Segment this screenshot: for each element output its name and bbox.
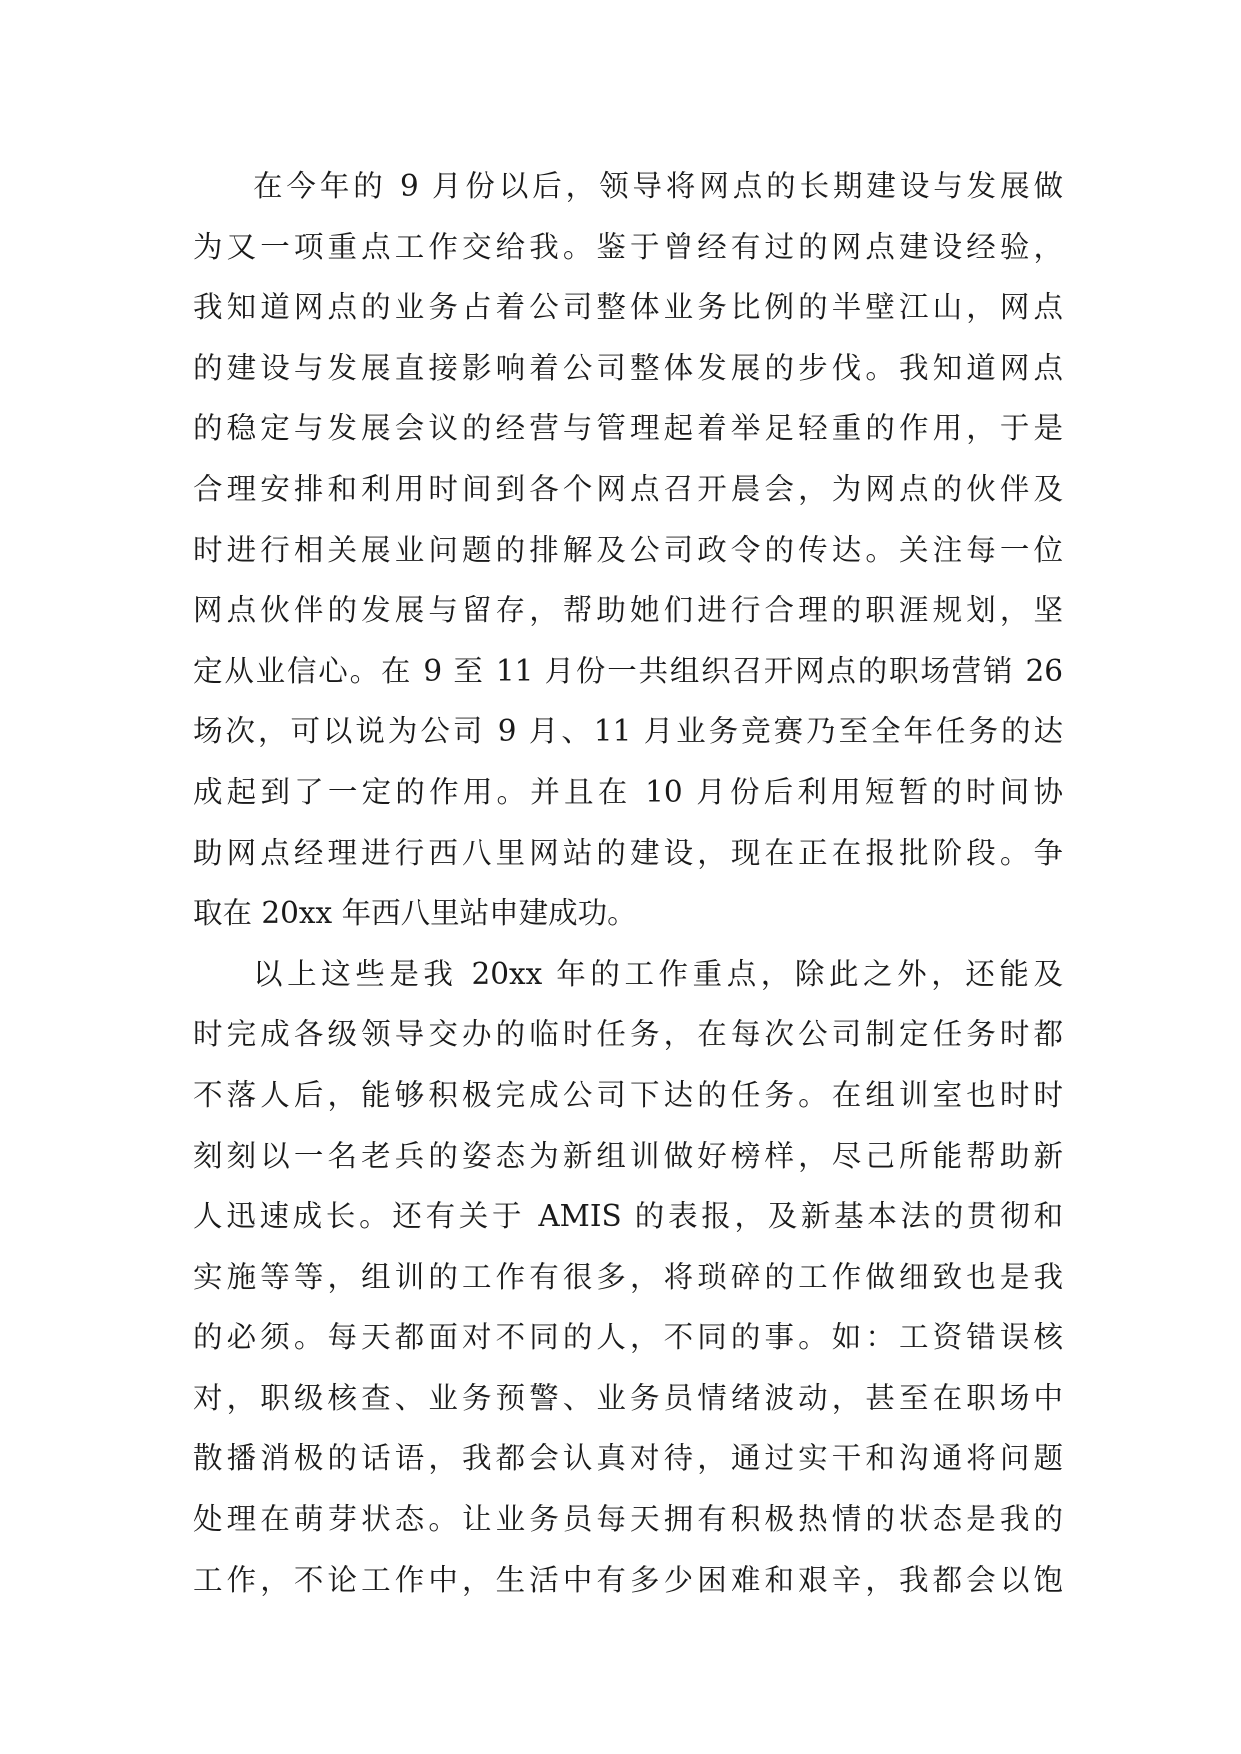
text-line: 取在 20xx 年西八里站申建成功。 [193,896,637,931]
text-line: 不落人后，能够积极完成公司下达的任务。在组训室也时时 [193,1077,1063,1112]
text-line: 在今年的 9 月份以后，领导将网点的长期建设与发展做 [253,169,1063,203]
text-line: 刻刻以一名老兵的姿态为新组训做好榜样，尽己所能帮助新 [193,1138,1063,1173]
text-line: 场次，可以说为公司 9 月、11 月业务竞赛乃至全年任务的达 [193,714,1063,749]
text-line: 时进行相关展业问题的排解及公司政令的传达。关注每一位 [193,532,1063,567]
text-line: 我知道网点的业务占着公司整体业务比例的半壁江山，网点 [193,290,1063,325]
text-line: 时完成各级领导交办的临时任务，在每次公司制定任务时都 [193,1017,1063,1052]
text-line: 以上这些是我 20xx 年的工作重点，除此之外，还能及 [253,956,1063,991]
text-line: 为又一项重点工作交给我。鉴于曾经有过的网点建设经验， [193,229,1063,264]
text-line: 实施等等，组训的工作有很多，将琐碎的工作做细致也是我 [193,1259,1063,1294]
text-line: 合理安排和利用时间到各个网点召开晨会，为网点的伙伴及 [193,471,1063,506]
text-line: 人迅速成长。还有关于 AMIS 的表报，及新基本法的贯彻和 [193,1199,1063,1234]
text-line: 的建设与发展直接影响着公司整体发展的步伐。我知道网点 [193,350,1063,385]
text-line: 的必须。每天都面对不同的人，不同的事。如：工资错误核 [193,1320,1063,1355]
text-line: 的稳定与发展会议的经营与管理起着举足轻重的作用，于是 [193,411,1063,446]
text-line: 成起到了一定的作用。并且在 10 月份后利用短暂的时间协 [193,774,1063,809]
paragraph-1 [193,156,1063,944]
text-line: 助网点经理进行西八里网站的建设，现在正在报批阶段。争 [193,835,1063,870]
paragraph-2 [193,944,1063,1611]
text-line: 工作，不论工作中，生活中有多少困难和艰辛，我都会以饱 [193,1562,1063,1597]
document-body [193,156,1063,1610]
text-line: 对，职级核查、业务预警、业务员情绪波动，甚至在职场中 [193,1380,1063,1415]
text-line: 散播消极的话语，我都会认真对待，通过实干和沟通将问题 [193,1441,1063,1476]
text-line: 处理在萌芽状态。让业务员每天拥有积极热情的状态是我的 [193,1502,1063,1537]
text-line: 网点伙伴的发展与留存，帮助她们进行合理的职涯规划，坚 [193,593,1063,628]
text-line: 定从业信心。在 9 至 11 月份一共组织召开网点的职场营销 26 [193,653,1063,688]
